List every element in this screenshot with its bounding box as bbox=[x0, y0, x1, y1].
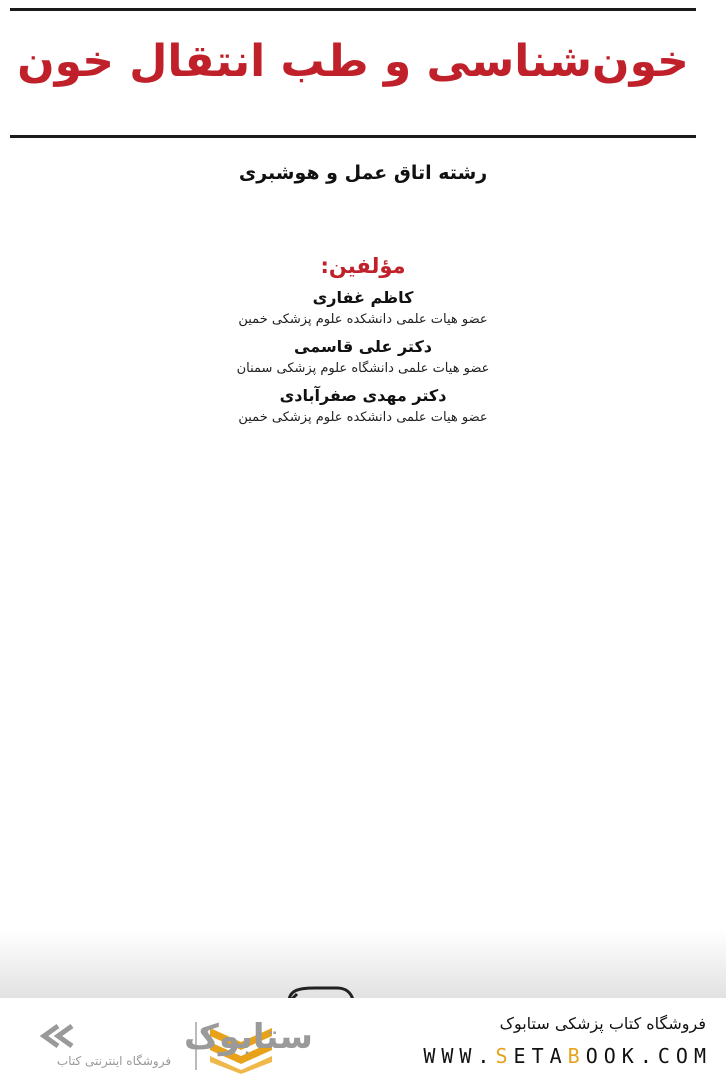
logo-wordmark: ستابوک bbox=[184, 1017, 313, 1057]
url-part: OOK.COM bbox=[585, 1044, 712, 1068]
page-edge-shadow bbox=[0, 930, 726, 1000]
authors-list bbox=[10, 286, 716, 433]
book-title: خون‌شناسی و طب انتقال خون bbox=[17, 36, 689, 87]
book-subtitle: رشته اتاق عمل و هوشبری bbox=[238, 162, 488, 184]
author-name: کاظم غفاری bbox=[312, 288, 414, 307]
title-bottom-rule bbox=[10, 135, 696, 138]
store-name: فروشگاه کتاب پزشکی ستابوک bbox=[499, 1014, 706, 1033]
store-footer-banner bbox=[0, 998, 726, 1080]
author-affiliation: عضو هیات علمی دانشکده علوم پزشکی خمین bbox=[238, 410, 488, 425]
author-affiliation: عضو هیات علمی دانشکده علوم پزشکی خمین bbox=[238, 312, 488, 327]
store-url[interactable] bbox=[423, 1044, 712, 1068]
author-entry bbox=[10, 286, 716, 330]
setabook-logo bbox=[36, 1014, 313, 1058]
author-affiliation: عضو هیات علمی دانشگاه علوم پزشکی سمنان bbox=[236, 361, 490, 376]
url-accent: B bbox=[567, 1044, 586, 1068]
url-accent: S bbox=[495, 1044, 514, 1068]
author-name: دکتر علی قاسمی bbox=[294, 337, 432, 356]
authors-heading: مؤلفین: bbox=[320, 254, 406, 278]
url-part: ETA bbox=[513, 1044, 568, 1068]
author-entry bbox=[10, 384, 716, 428]
url-part: WWW. bbox=[423, 1044, 496, 1068]
logo-tagline: فروشگاه اینترنتی کتاب bbox=[56, 1054, 172, 1068]
top-rule bbox=[10, 8, 696, 11]
author-name: دکتر مهدی صفرآبادی bbox=[279, 386, 447, 405]
author-entry bbox=[10, 335, 716, 379]
